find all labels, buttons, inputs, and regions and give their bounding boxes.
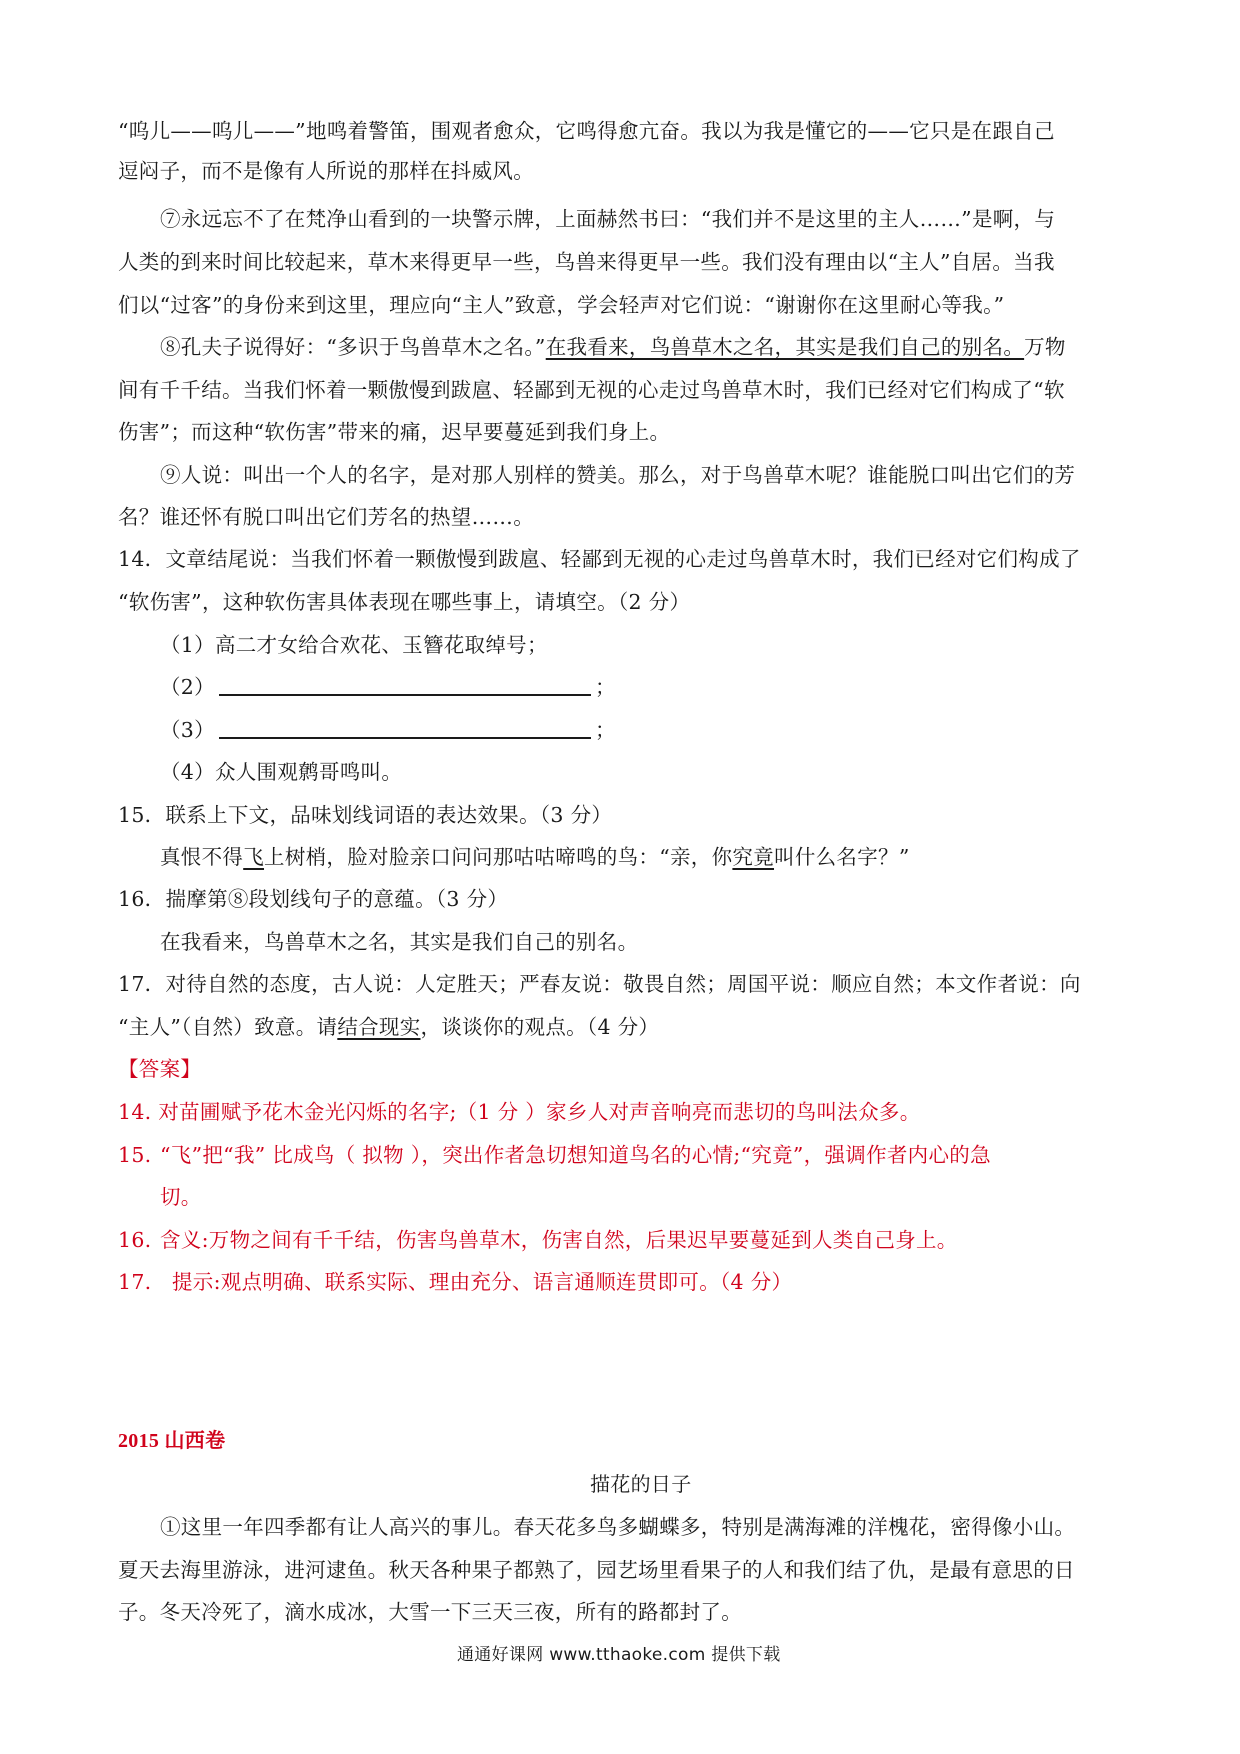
answer-blank[interactable] bbox=[219, 717, 591, 739]
passage-line: ①这里一年四季都有让人高兴的事儿。春天花多鸟多蝴蝶多，特别是满海滩的洋槐花，密得像小山。 bbox=[160, 1515, 1076, 1539]
answer-16: 含义:万物之间有千千结，伤害鸟兽草木，伤害自然，后果迟早要蔓延到人类自己身上。 bbox=[160, 1228, 958, 1252]
passage-line: 们以“过客”的身份来到这里，理应向“主人”致意，学会轻声对它们说：“谢谢你在这里耐心等我。” bbox=[118, 293, 1005, 317]
question-15: 15．联系上下文，品味划线词语的表达效果。（3 分） bbox=[118, 803, 613, 827]
underlined-word: 究竟 bbox=[732, 845, 775, 869]
question-16-quote: 在我看来，鸟兽草木之名，其实是我们自己的别名。 bbox=[160, 930, 639, 954]
answer-17-number: 17. bbox=[118, 1270, 152, 1294]
underlined-phrase: 结合现实 bbox=[337, 1015, 421, 1039]
question-14-item-3 bbox=[160, 716, 616, 744]
passage-line: ⑨人说：叫出一个人的名字，是对那人别样的赞美。那么，对于鸟兽草木呢？谁能脱口叫出它们的芳 bbox=[160, 463, 1076, 487]
passage-line: 人类的到来时间比较起来，草木来得更早一些，鸟兽来得更早一些。我们没有理由以“主人”自居。当我 bbox=[118, 250, 1055, 274]
passage-line: 子。冬天冷死了，滴水成冰，大雪一下三天三夜，所有的路都封了。 bbox=[118, 1600, 742, 1624]
quote-text: 上树梢，脸对脸亲口问问那咕咕啼鸣的鸟：“亲，你 bbox=[264, 845, 733, 869]
answer-17: 提示:观点明确、联系实际、理由充分、语言通顺连贯即可。（4 分） bbox=[172, 1270, 793, 1294]
item-number: （2） bbox=[160, 675, 215, 699]
passage-line: 名？谁还怀有脱口叫出它们芳名的热望……。 bbox=[118, 505, 534, 529]
answer-14: 14. 对苗圃赋予花木金光闪烁的名字;（1 分 ）家乡人对声音响亮而悲切的鸟叫法众多。 bbox=[118, 1100, 921, 1124]
question-text: “主人”（自然）致意。请 bbox=[118, 1015, 338, 1039]
question-14-item-2 bbox=[160, 673, 616, 701]
item-punct: ； bbox=[594, 675, 616, 699]
passage-text: ⑧孔夫子说得好：“多识于鸟兽草木之名。” bbox=[160, 335, 546, 359]
item-punct: ； bbox=[594, 718, 616, 742]
underlined-word: 飞 bbox=[243, 845, 265, 869]
item-number: （3） bbox=[160, 718, 215, 742]
answer-16-number: 16. bbox=[118, 1228, 152, 1252]
passage-line: “呜儿——呜儿——”地鸣着警笛，围观者愈众，它鸣得愈亢奋。我以为我是懂它的——它只是在跟自己 bbox=[118, 119, 1055, 143]
question-14-item-1: （1）高二才女给合欢花、玉簪花取绰号； bbox=[160, 633, 548, 657]
quote-text: 真恨不得 bbox=[160, 845, 244, 869]
answer-15: “飞”把“我” 比成鸟（ 拟物 ），突出作者急切想知道鸟名的心情;“究竟”，强调作者内心的急 bbox=[160, 1143, 991, 1167]
question-17: 17．对待自然的态度，古人说：人定胜天；严春友说：敬畏自然；周国平说：顺应自然；本文作者说：向 bbox=[118, 972, 1081, 996]
question-text: ，谈谈你的观点。（4 分） bbox=[420, 1015, 660, 1039]
section-heading: 2015 山西卷 bbox=[118, 1430, 226, 1452]
underlined-sentence: 在我看来，鸟兽草木之名，其实是我们自己的别名。 bbox=[545, 335, 1025, 359]
question-14-item-4: （4）众人围观鹩哥鸣叫。 bbox=[160, 760, 403, 784]
article-title: 描花的日子 bbox=[590, 1472, 692, 1496]
question-17-cont bbox=[118, 1013, 659, 1041]
answer-blank[interactable] bbox=[219, 674, 591, 696]
passage-text: 万物 bbox=[1024, 335, 1066, 359]
quote-text: 叫什么名字？” bbox=[774, 845, 910, 869]
answer-15-cont: 切。 bbox=[160, 1185, 202, 1209]
passage-line: 逗闷子，而不是像有人所说的那样在抖威风。 bbox=[118, 159, 534, 183]
answer-15-number: 15. bbox=[118, 1143, 152, 1167]
question-16: 16．揣摩第⑧段划线句子的意蕴。（3 分） bbox=[118, 887, 509, 911]
question-14: 14．文章结尾说：当我们怀着一颗傲慢到跋扈、轻鄙到无视的心走过鸟兽草木时，我们已经对它们构成了 bbox=[118, 547, 1081, 571]
question-14-cont: “软伤害”，这种软伤害具体表现在哪些事上，请填空。（2 分） bbox=[118, 590, 691, 614]
passage-line bbox=[160, 333, 1066, 361]
passage-line: 间有千千结。当我们怀着一颗傲慢到跋扈、轻鄙到无视的心走过鸟兽草木时，我们已经对它们构成了“软 bbox=[118, 378, 1065, 402]
page-footer: 通通好课网 www.tthaoke.com 提供下载 bbox=[457, 1645, 781, 1665]
answer-label: 【答案】 bbox=[118, 1057, 202, 1081]
question-15-quote bbox=[160, 843, 910, 871]
passage-line: 夏天去海里游泳，进河逮鱼。秋天各种果子都熟了，园艺场里看果子的人和我们结了仇，是最有意思的日 bbox=[118, 1558, 1075, 1582]
passage-line: 伤害”；而这种“软伤害”带来的痛，迟早要蔓延到我们身上。 bbox=[118, 420, 671, 444]
passage-line: ⑦永远忘不了在梵净山看到的一块警示牌，上面赫然书曰：“我们并不是这里的主人……”是啊，与 bbox=[160, 207, 1056, 231]
